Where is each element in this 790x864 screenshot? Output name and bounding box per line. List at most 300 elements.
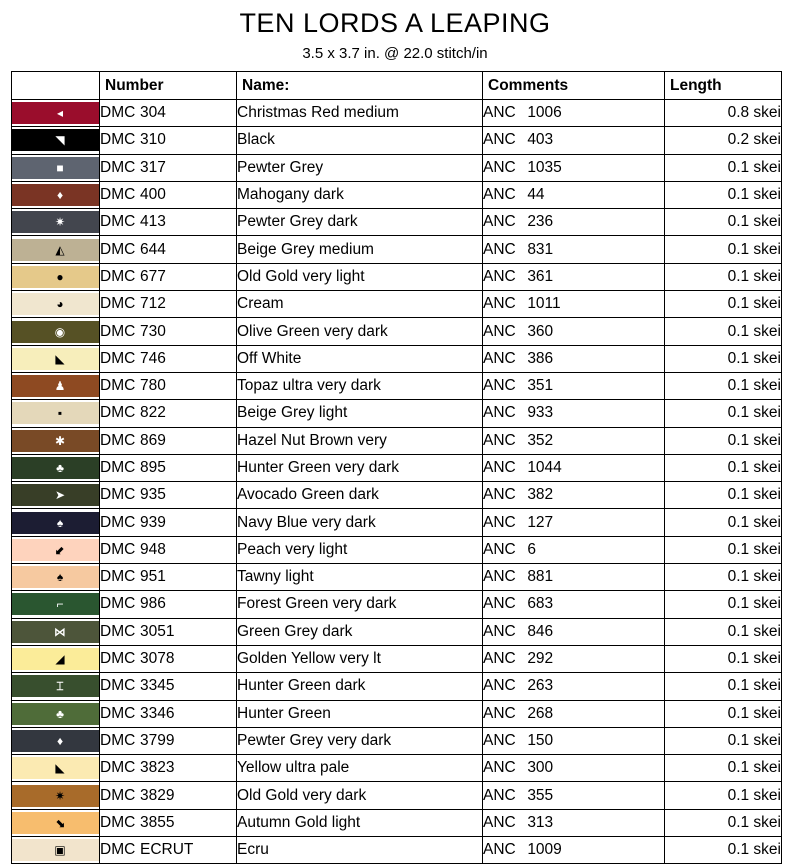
- thread-number: 780: [140, 377, 166, 395]
- anchor-brand: ANC: [483, 158, 516, 176]
- table-row: [12, 400, 782, 427]
- thread-name: Cream: [237, 291, 483, 318]
- swatch-cell: [12, 482, 100, 509]
- swatch-cell: [12, 345, 100, 372]
- thread-brand: DMC: [100, 431, 136, 449]
- table-row: [12, 209, 782, 236]
- thread-brand: DMC: [100, 704, 136, 722]
- table-row: [12, 564, 782, 591]
- thread-length: 0.1 skei: [665, 318, 782, 345]
- swatch-cell: [12, 154, 100, 181]
- anchor-number: 127: [527, 513, 554, 531]
- anchor-brand: ANC: [483, 704, 516, 722]
- thread-comment-cell: [483, 154, 665, 181]
- swatch-cell: [12, 673, 100, 700]
- swatch-cell: [12, 782, 100, 809]
- thread-name: Peach very light: [237, 536, 483, 563]
- thread-number: 644: [140, 240, 166, 258]
- thread-name: Forest Green very dark: [237, 591, 483, 618]
- table-row: [12, 782, 782, 809]
- color-swatch: [12, 321, 99, 343]
- anchor-brand: ANC: [483, 486, 516, 504]
- thread-comment-cell: [483, 209, 665, 236]
- thread-comment-cell: [483, 645, 665, 672]
- anchor-brand: ANC: [483, 622, 516, 640]
- thread-brand: DMC: [100, 349, 136, 367]
- thread-number: 3346: [140, 704, 175, 722]
- stitch-symbol-icon: ✷: [54, 215, 66, 230]
- anchor-number: 355: [527, 786, 554, 804]
- table-row: [12, 100, 782, 127]
- thread-number: 3051: [140, 622, 175, 640]
- color-swatch: [12, 239, 99, 261]
- header-swatch: [12, 72, 100, 100]
- thread-brand: DMC: [100, 459, 136, 476]
- anchor-number: 1009: [527, 841, 562, 859]
- thread-name: Hazel Nut Brown very: [237, 427, 483, 454]
- anchor-brand: ANC: [483, 213, 516, 231]
- anchor-brand: ANC: [483, 595, 516, 613]
- anchor-number: 44: [527, 186, 545, 204]
- thread-number-cell: [100, 700, 237, 727]
- anchor-brand: ANC: [483, 650, 516, 668]
- color-swatch: [12, 621, 99, 643]
- thread-name: Navy Blue very dark: [237, 509, 483, 536]
- anchor-number: 403: [527, 131, 554, 149]
- thread-name: Mahogany dark: [237, 181, 483, 208]
- thread-name: Avocado Green dark: [237, 482, 483, 509]
- color-swatch: [12, 266, 99, 288]
- thread-length: 0.1 skei: [665, 482, 782, 509]
- anchor-brand: ANC: [483, 540, 516, 558]
- stitch-symbol-icon: ⋈: [54, 624, 66, 639]
- table-header-row: [12, 72, 782, 100]
- stitch-symbol-icon: ■: [56, 160, 64, 175]
- thread-length: 0.1 skei: [665, 700, 782, 727]
- thread-number: ECRUT: [140, 841, 194, 859]
- anchor-number: 236: [527, 213, 554, 231]
- thread-comment-cell: [483, 263, 665, 290]
- header-number: Number: [100, 72, 237, 100]
- thread-number-cell: [100, 291, 237, 318]
- thread-number: 895: [140, 459, 166, 476]
- thread-brand: DMC: [100, 131, 136, 149]
- thread-number: 304: [140, 104, 166, 122]
- thread-number: 730: [140, 322, 166, 340]
- thread-name: Black: [237, 127, 483, 154]
- table-row: [12, 427, 782, 454]
- stitch-symbol-icon: ⬊: [54, 815, 66, 830]
- table-row: [12, 591, 782, 618]
- table-row: [12, 318, 782, 345]
- thread-length: 0.1 skei: [665, 400, 782, 427]
- color-swatch: [12, 375, 99, 397]
- stitch-symbol-icon: ♦: [56, 733, 64, 748]
- anchor-number: 268: [527, 704, 554, 722]
- anchor-brand: ANC: [483, 240, 516, 258]
- anchor-brand: ANC: [483, 431, 516, 449]
- thread-number: 3799: [140, 731, 175, 749]
- thread-length: 0.1 skei: [665, 372, 782, 399]
- anchor-number: 1044: [527, 459, 562, 476]
- thread-brand: DMC: [100, 158, 136, 176]
- swatch-cell: [12, 209, 100, 236]
- thread-brand: DMC: [100, 786, 136, 804]
- thread-length: 0.1 skei: [665, 236, 782, 263]
- thread-length: 0.1 skei: [665, 755, 782, 782]
- anchor-number: 313: [527, 813, 554, 831]
- thread-brand: DMC: [100, 295, 136, 313]
- thread-number-cell: [100, 100, 237, 127]
- anchor-number: 846: [527, 622, 554, 640]
- thread-comment-cell: [483, 536, 665, 563]
- swatch-cell: [12, 564, 100, 591]
- thread-number-cell: [100, 427, 237, 454]
- stitch-symbol-icon: ⌐: [56, 597, 64, 612]
- anchor-number: 361: [527, 267, 554, 285]
- thread-brand: DMC: [100, 731, 136, 749]
- thread-length: 0.1 skei: [665, 181, 782, 208]
- thread-length: 0.1 skei: [665, 291, 782, 318]
- thread-comment-cell: [483, 427, 665, 454]
- thread-comment-cell: [483, 181, 665, 208]
- stitch-symbol-icon: ♟: [54, 379, 66, 394]
- table-row: [12, 509, 782, 536]
- table-row: [12, 291, 782, 318]
- stitch-symbol-icon: ▪: [57, 406, 63, 421]
- thread-number-cell: [100, 809, 237, 836]
- anchor-brand: ANC: [483, 841, 516, 859]
- anchor-brand: ANC: [483, 459, 516, 476]
- thread-name: Golden Yellow very lt: [237, 645, 483, 672]
- thread-number: 948: [140, 540, 166, 558]
- stitch-symbol-icon: ◭: [55, 242, 65, 257]
- anchor-number: 263: [527, 677, 554, 695]
- stitch-symbol-icon: ●: [56, 269, 64, 284]
- thread-length: 0.8 skei: [665, 100, 782, 127]
- thread-name: Pewter Grey very dark: [237, 727, 483, 754]
- stitch-symbol-icon: ✱: [54, 433, 66, 448]
- thread-name: Yellow ultra pale: [237, 755, 483, 782]
- swatch-cell: [12, 700, 100, 727]
- anchor-number: 881: [527, 568, 554, 586]
- thread-brand: DMC: [100, 377, 136, 395]
- thread-name: Olive Green very dark: [237, 318, 483, 345]
- header-length: Length: [665, 72, 782, 100]
- thread-brand: DMC: [100, 677, 136, 695]
- table-row: [12, 700, 782, 727]
- swatch-cell: [12, 127, 100, 154]
- thread-number-cell: [100, 782, 237, 809]
- color-swatch: [12, 457, 99, 479]
- thread-number: 677: [140, 267, 166, 285]
- swatch-cell: [12, 454, 100, 481]
- anchor-number: 292: [527, 650, 554, 668]
- thread-length: 0.1 skei: [665, 809, 782, 836]
- anchor-brand: ANC: [483, 267, 516, 285]
- thread-comment-cell: [483, 291, 665, 318]
- thread-number-cell: [100, 263, 237, 290]
- thread-number-cell: [100, 509, 237, 536]
- table-row: [12, 618, 782, 645]
- color-swatch: [12, 102, 99, 124]
- thread-name: Beige Grey medium: [237, 236, 483, 263]
- thread-length: 0.1 skei: [665, 509, 782, 536]
- thread-legend-table: [11, 71, 782, 864]
- table-row: [12, 263, 782, 290]
- table-row: [12, 236, 782, 263]
- color-swatch: [12, 703, 99, 725]
- thread-number: 986: [140, 595, 166, 613]
- color-swatch: [12, 785, 99, 807]
- thread-comment-cell: [483, 809, 665, 836]
- swatch-cell: [12, 591, 100, 618]
- thread-comment-cell: [483, 100, 665, 127]
- thread-name: Old Gold very dark: [237, 782, 483, 809]
- thread-comment-cell: [483, 564, 665, 591]
- thread-number: 413: [140, 213, 166, 231]
- thread-number-cell: [100, 209, 237, 236]
- thread-length: 0.1 skei: [665, 209, 782, 236]
- thread-name: Ecru: [237, 837, 483, 864]
- swatch-cell: [12, 618, 100, 645]
- anchor-number: 1006: [527, 104, 562, 122]
- table-row: [12, 345, 782, 372]
- thread-number: 3345: [140, 677, 175, 695]
- anchor-brand: ANC: [483, 377, 516, 395]
- color-swatch: [12, 539, 99, 561]
- color-swatch: [12, 512, 99, 534]
- table-row: [12, 482, 782, 509]
- thread-number-cell: [100, 454, 237, 481]
- anchor-number: 300: [527, 759, 554, 777]
- stitch-symbol-icon: ♠: [56, 570, 64, 585]
- swatch-cell: [12, 427, 100, 454]
- thread-brand: DMC: [100, 841, 136, 859]
- anchor-number: 6: [527, 540, 536, 558]
- table-row: [12, 837, 782, 864]
- thread-name: Green Grey dark: [237, 618, 483, 645]
- thread-number-cell: [100, 400, 237, 427]
- color-swatch: [12, 157, 99, 179]
- anchor-brand: ANC: [483, 731, 516, 749]
- swatch-cell: [12, 181, 100, 208]
- anchor-brand: ANC: [483, 759, 516, 777]
- table-row: [12, 372, 782, 399]
- thread-brand: DMC: [100, 322, 136, 340]
- stitch-symbol-icon: ♣: [56, 461, 64, 475]
- anchor-number: 360: [527, 322, 554, 340]
- thread-comment-cell: [483, 127, 665, 154]
- document-title: TEN LORDS A LEAPING: [239, 8, 551, 38]
- thread-number-cell: [100, 318, 237, 345]
- thread-number: 951: [140, 568, 166, 586]
- thread-brand: DMC: [100, 650, 136, 668]
- thread-number-cell: [100, 372, 237, 399]
- table-row: [12, 809, 782, 836]
- thread-number-cell: [100, 236, 237, 263]
- color-swatch: [12, 402, 99, 424]
- anchor-number: 351: [527, 377, 554, 395]
- stitch-symbol-icon: ▣: [54, 843, 66, 858]
- thread-brand: DMC: [100, 186, 136, 204]
- thread-number-cell: [100, 564, 237, 591]
- table-row: [12, 727, 782, 754]
- thread-comment-cell: [483, 236, 665, 263]
- thread-name: Hunter Green very dark: [237, 454, 483, 481]
- table-row: [12, 645, 782, 672]
- thread-length: 0.1 skei: [665, 673, 782, 700]
- anchor-number: 1035: [527, 158, 562, 176]
- thread-length: 0.1 skei: [665, 536, 782, 563]
- anchor-number: 150: [527, 731, 554, 749]
- stitch-symbol-icon: ◂: [56, 106, 64, 121]
- thread-brand: DMC: [100, 759, 136, 777]
- anchor-number: 933: [527, 404, 554, 422]
- thread-comment-cell: [483, 673, 665, 700]
- thread-length: 0.1 skei: [665, 782, 782, 809]
- swatch-cell: [12, 809, 100, 836]
- thread-length: 0.1 skei: [665, 454, 782, 481]
- table-row: [12, 536, 782, 563]
- anchor-brand: ANC: [483, 568, 516, 586]
- thread-number: 746: [140, 349, 166, 367]
- thread-length: 0.1 skei: [665, 427, 782, 454]
- swatch-cell: [12, 509, 100, 536]
- swatch-cell: [12, 727, 100, 754]
- thread-length: 0.1 skei: [665, 154, 782, 181]
- stitch-symbol-icon: ✷: [54, 788, 66, 803]
- table-row: [12, 181, 782, 208]
- thread-comment-cell: [483, 782, 665, 809]
- thread-number-cell: [100, 127, 237, 154]
- thread-comment-cell: [483, 700, 665, 727]
- color-swatch: [12, 484, 99, 506]
- color-swatch: [12, 348, 99, 370]
- thread-number-cell: [100, 727, 237, 754]
- anchor-brand: ANC: [483, 513, 516, 531]
- thread-number: 939: [140, 513, 166, 531]
- color-swatch: [12, 430, 99, 452]
- thread-name: Topaz ultra very dark: [237, 372, 483, 399]
- anchor-number: 831: [527, 240, 554, 258]
- anchor-number: 1011: [527, 295, 561, 313]
- thread-comment-cell: [483, 372, 665, 399]
- thread-number-cell: [100, 345, 237, 372]
- thread-name: Hunter Green: [237, 700, 483, 727]
- thread-number: 935: [140, 486, 166, 504]
- color-swatch: [12, 757, 99, 779]
- thread-brand: DMC: [100, 813, 136, 831]
- color-swatch: [12, 566, 99, 588]
- anchor-number: 386: [527, 349, 554, 367]
- anchor-brand: ANC: [483, 813, 516, 831]
- thread-brand: DMC: [100, 267, 136, 285]
- color-swatch: [12, 675, 99, 697]
- swatch-cell: [12, 236, 100, 263]
- thread-length: 0.1 skei: [665, 591, 782, 618]
- thread-brand: DMC: [100, 622, 136, 640]
- thread-number: 3855: [140, 813, 175, 831]
- swatch-cell: [12, 755, 100, 782]
- thread-length: 0.1 skei: [665, 727, 782, 754]
- anchor-brand: ANC: [483, 131, 516, 149]
- stitch-symbol-icon: ➤: [54, 488, 66, 503]
- stitch-symbol-icon: ◕: [56, 297, 64, 312]
- swatch-cell: [12, 837, 100, 864]
- thread-number-cell: [100, 837, 237, 864]
- swatch-cell: [12, 400, 100, 427]
- thread-number-cell: [100, 591, 237, 618]
- thread-length: 0.1 skei: [665, 618, 782, 645]
- swatch-cell: [12, 645, 100, 672]
- anchor-brand: ANC: [483, 295, 516, 313]
- color-swatch: [12, 730, 99, 752]
- thread-comment-cell: [483, 482, 665, 509]
- swatch-cell: [12, 100, 100, 127]
- swatch-cell: [12, 536, 100, 563]
- thread-name: Autumn Gold light: [237, 809, 483, 836]
- thread-comment-cell: [483, 618, 665, 645]
- color-swatch: [12, 293, 99, 315]
- thread-brand: DMC: [100, 595, 136, 613]
- stitch-symbol-icon: ⬋: [54, 542, 66, 557]
- thread-number: 822: [140, 404, 166, 422]
- table-row: [12, 154, 782, 181]
- anchor-brand: ANC: [483, 677, 516, 695]
- color-swatch: [12, 648, 99, 670]
- thread-number: 3078: [140, 650, 175, 668]
- color-swatch: [12, 211, 99, 233]
- thread-number-cell: [100, 482, 237, 509]
- thread-number: 317: [140, 158, 166, 176]
- thread-brand: DMC: [100, 404, 136, 422]
- stitch-symbol-icon: ♣: [56, 706, 64, 721]
- color-swatch: [12, 593, 99, 615]
- thread-name: Old Gold very light: [237, 263, 483, 290]
- thread-brand: DMC: [100, 540, 136, 558]
- thread-number-cell: [100, 673, 237, 700]
- thread-comment-cell: [483, 400, 665, 427]
- table-row: [12, 454, 782, 481]
- anchor-brand: ANC: [483, 786, 516, 804]
- thread-length: 0.2 skei: [665, 127, 782, 154]
- stitch-symbol-icon: ◥: [55, 133, 65, 148]
- thread-length: 0.1 skei: [665, 837, 782, 864]
- thread-number: 869: [140, 431, 166, 449]
- thread-name: Beige Grey light: [237, 400, 483, 427]
- thread-name: Pewter Grey dark: [237, 209, 483, 236]
- color-swatch: [12, 184, 99, 206]
- header-name: Name:: [237, 72, 483, 100]
- thread-number-cell: [100, 755, 237, 782]
- stitch-symbol-icon: ⌶: [56, 679, 64, 694]
- thread-comment-cell: [483, 591, 665, 618]
- thread-length: 0.1 skei: [665, 564, 782, 591]
- thread-brand: DMC: [100, 513, 136, 531]
- thread-comment-cell: [483, 837, 665, 864]
- thread-comment-cell: [483, 318, 665, 345]
- color-swatch: [12, 839, 99, 861]
- thread-number-cell: [100, 154, 237, 181]
- thread-number-cell: [100, 618, 237, 645]
- thread-comment-cell: [483, 509, 665, 536]
- anchor-brand: ANC: [483, 322, 516, 340]
- table-row: [12, 673, 782, 700]
- thread-name: Off White: [237, 345, 483, 372]
- anchor-number: 683: [527, 595, 554, 613]
- thread-comment-cell: [483, 454, 665, 481]
